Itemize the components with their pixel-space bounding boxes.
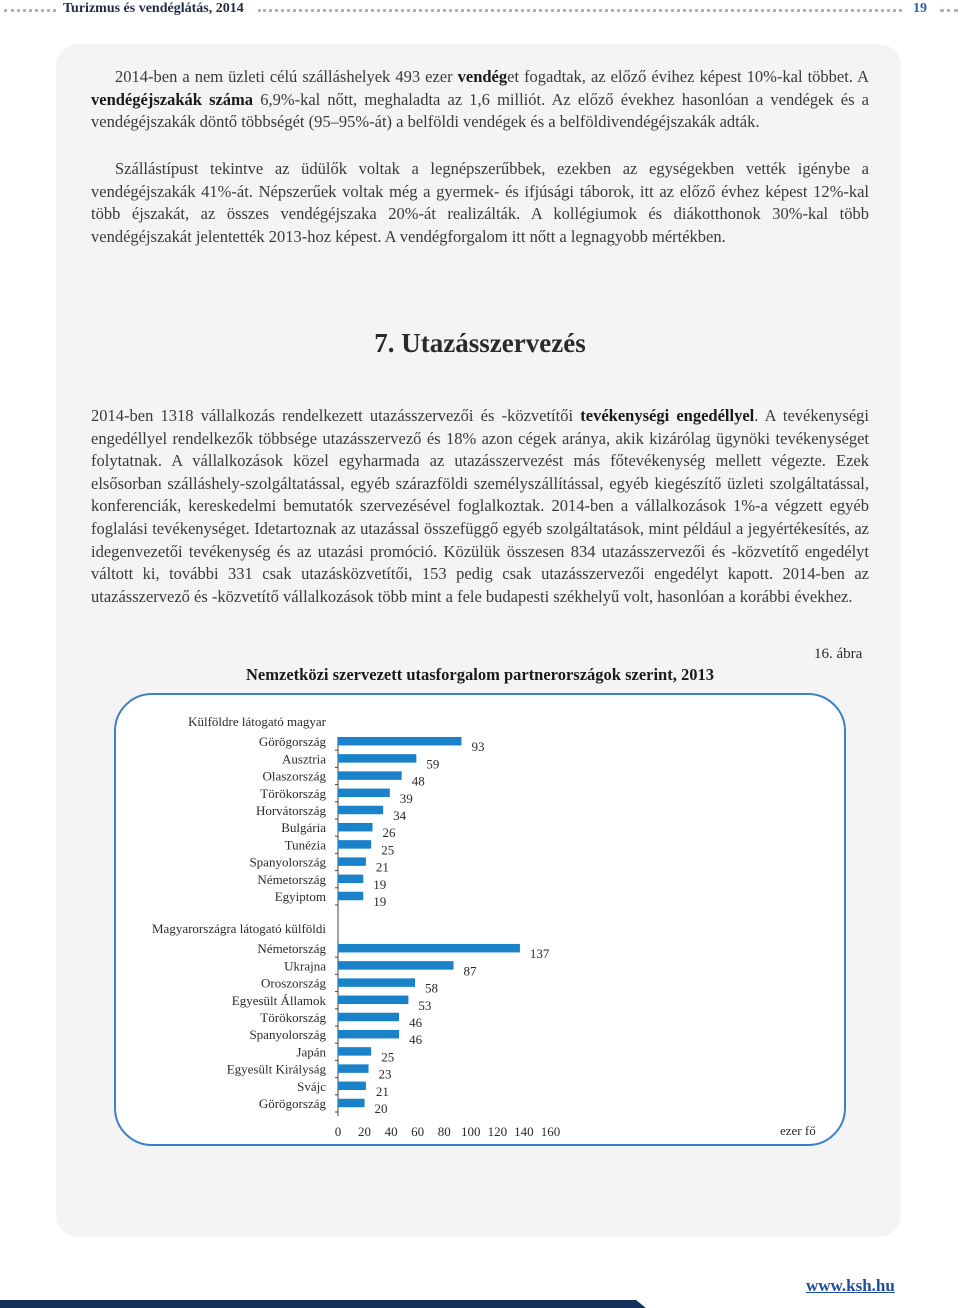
footer-bar	[0, 1300, 636, 1308]
running-title: Turizmus és vendéglátás, 2014	[63, 1, 244, 16]
x-tick-label: 20	[358, 1124, 372, 1139]
x-tick-label: 100	[461, 1124, 481, 1139]
category-label: Ausztria	[281, 751, 326, 767]
data-label: 19	[373, 894, 387, 909]
text-run: 2014-ben 1318 vállalkozás rendelkezett utazásszervezői és -közvetítői	[91, 406, 581, 425]
bar	[338, 806, 383, 815]
text-run: 6,9%-kal nőtt, meghaladta az 1,6 milliót. Az előző évekhez hasonlóan a vendégek és a vendégéjszakák döntő többségét (95–95%-át) a belföldi vendégek és a belföldivendégéjszakák adták.	[91, 89, 870, 132]
data-label: 25	[381, 1049, 395, 1065]
data-label: 137	[529, 946, 550, 962]
text-run: vendég	[457, 67, 508, 86]
data-label: 46	[409, 1015, 423, 1030]
category-label: Oroszország	[261, 975, 326, 991]
bar	[338, 978, 415, 987]
text-run: 2014-ben a nem üzleti célú szálláshelyek 493 ezer	[115, 67, 458, 86]
x-tick-label: 40	[384, 1124, 398, 1139]
x-tick-label: 140	[514, 1124, 534, 1139]
bar	[338, 771, 402, 780]
bar	[338, 840, 371, 849]
category-label: Egyesült Államok	[231, 992, 326, 1008]
data-label: 19	[373, 876, 387, 892]
category-label: Egyesült Királyság	[226, 1061, 326, 1077]
data-label: 25	[381, 842, 395, 858]
data-label: 26	[382, 825, 396, 841]
category-label: Görögország	[258, 734, 326, 750]
data-label: 87	[463, 963, 477, 979]
category-label: Spanyolország	[249, 1027, 326, 1043]
category-label: Törökország	[260, 1010, 326, 1025]
bar	[338, 737, 462, 746]
category-label: Bulgária	[281, 820, 326, 836]
x-tick-label: 160	[540, 1124, 561, 1139]
bar	[338, 892, 363, 901]
bar	[338, 789, 390, 798]
bar	[338, 961, 454, 970]
bar	[338, 857, 366, 866]
section-title: 7. Utazásszervezés	[374, 328, 586, 358]
bar	[338, 1082, 366, 1091]
text-run: et fogadtak, az előző évihez képest 10%-kal többet. A	[507, 67, 869, 86]
category-label: Tunézia	[284, 837, 326, 853]
bar	[338, 944, 520, 953]
category-label: Törökország	[260, 785, 326, 801]
category-label: Japán	[296, 1044, 326, 1060]
category-label: Svájc	[297, 1078, 326, 1094]
bar	[338, 875, 363, 884]
category-label: Horvátország	[255, 803, 326, 818]
figure-number: 16. ábra	[814, 646, 863, 662]
text-run: tevékenységi engedéllyel	[580, 406, 755, 425]
data-label: 20	[374, 1101, 388, 1116]
category-label: Németország	[257, 941, 326, 957]
bar	[338, 1030, 399, 1039]
data-label: 46	[409, 1032, 423, 1048]
data-label: 59	[426, 756, 440, 772]
group-header: Magyarországra látogató külföldi	[152, 921, 326, 936]
text-run: . A tevékenységi engedéllyel rendelkezők többsége utazásszervező és 18% azon cégek aránya, akik kizárólag ügynöki tevékenységet folytatnak. A vállalkozások közel egyharmada az utazásszervezést más főtevékenység mellett végezte. Ezek elsősorban szálláshely-szolgáltatással, egyéb szárazföldi személyszállítással, egyéb kiegészítő üzleti szolgáltatással, konferenciák, kereskedelmi bemutatók szervezésével foglalkoztak. 2014-ben a vállalkozások 1%-a végzett egyéb foglalási tevékenységet. Idetartoznak az utazással összefüggő egyéb szolgáltatások, mint például a jegyértékesítés, az idegenvezetői tevékenység és az utazási promóció. Közülük összesen 834 utazásszervezői és -közvetítő engedélyt váltott ki, további 331 csak utazásközvetítői, 153 pedig csak utazásszervezői engedélyt kapott. 2014-ben az utazásszervező és -közvetítő vállalkozások több mint a fele budapesti székhelyű volt, hasonlóan a korábbi évekhez.	[91, 406, 869, 606]
data-label: 53	[418, 997, 432, 1013]
text-run: Szállástípust tekintve az üdülők voltak a legnépszerűbbek, ezekben az egységekben vették igénybe a vendégéjszakák 41%-át. Népszerűek voltak még a gyermek- és ifjúsági táborok, itt az előző évhez képest 12%-kal több éjszakát, az összes vendégéjszaka 20%-át realizálták. A kollégiumok és diákotthonok 30%-kal több vendégéjszakát jelentették 2013-hoz képest. A vendégforgalom itt nőtt a legnagyobb mértékben.	[91, 159, 869, 246]
x-tick-label: 0	[334, 1124, 342, 1139]
bar	[338, 1099, 365, 1108]
category-label: Olaszország	[262, 768, 326, 784]
figure-title: Nemzetközi szervezett utasforgalom partnerországok szerint, 2013	[246, 665, 714, 684]
data-label: 21	[375, 859, 389, 875]
data-label: 48	[411, 773, 425, 789]
x-unit-label: ezer fő	[780, 1123, 816, 1138]
bar	[338, 1064, 369, 1073]
category-label: Spanyolország	[249, 854, 326, 870]
x-tick-label: 120	[487, 1124, 508, 1139]
data-label: 21	[375, 1083, 389, 1099]
data-label: 23	[378, 1066, 392, 1082]
bar	[338, 1013, 399, 1022]
x-tick-label: 80	[437, 1124, 451, 1139]
ksh-website-link[interactable]: www.ksh.hu	[806, 1276, 895, 1295]
bar	[338, 996, 408, 1005]
category-label: Németország	[257, 871, 326, 887]
data-label: 34	[393, 808, 407, 823]
category-label: Ukrajna	[284, 958, 326, 974]
bar	[338, 823, 373, 832]
category-label: Görögország	[258, 1096, 326, 1111]
bar	[338, 754, 416, 763]
text-run: vendégéjszakák száma	[91, 89, 254, 109]
x-tick-label: 60	[411, 1124, 425, 1139]
data-label: 93	[471, 739, 485, 755]
page-number: 19	[913, 1, 927, 16]
data-label: 39	[399, 790, 413, 806]
bar	[338, 1047, 371, 1056]
data-label: 58	[425, 980, 439, 996]
group-header: Külföldre látogató magyar	[188, 714, 326, 729]
category-label: Egyiptom	[274, 889, 326, 904]
